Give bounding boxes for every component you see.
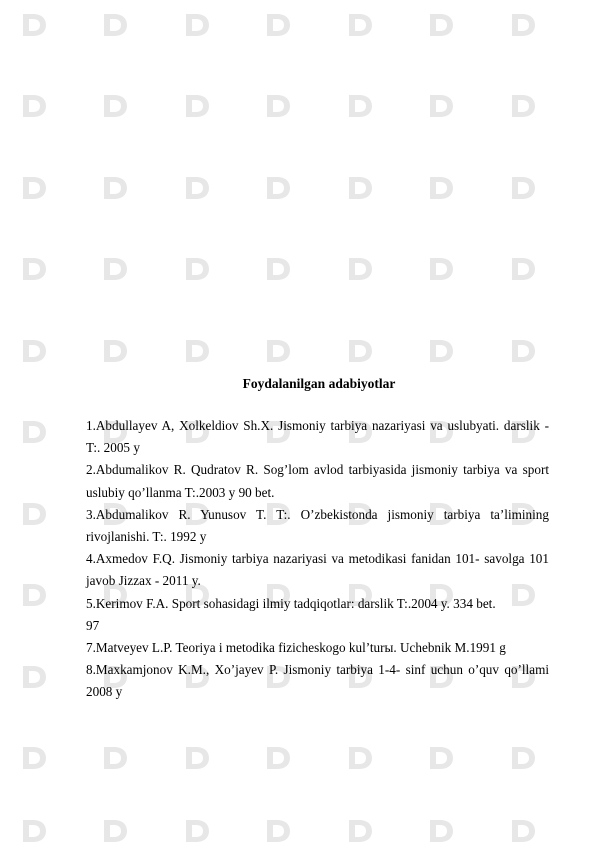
docx-watermark-icon — [509, 338, 537, 364]
docx-watermark-icon — [427, 175, 455, 201]
docx-watermark-icon — [427, 818, 455, 844]
docx-watermark-icon — [20, 12, 48, 38]
docx-watermark-icon — [346, 818, 374, 844]
docx-watermark-icon — [346, 256, 374, 282]
docx-watermark-icon — [509, 256, 537, 282]
docx-watermark-icon — [509, 93, 537, 119]
docx-watermark-icon — [101, 175, 129, 201]
docx-watermark-icon — [101, 12, 129, 38]
docx-watermark-icon — [20, 745, 48, 771]
docx-watermark-icon — [183, 818, 211, 844]
reference-item: 7.Matveyev L.P. Teoriya i metodika fizicheskogo kul’turы. Uchebnik M.1991 g — [86, 640, 506, 656]
docx-watermark-icon — [20, 175, 48, 201]
docx-watermark-icon — [509, 745, 537, 771]
docx-watermark-icon — [20, 93, 48, 119]
reference-item: 5.Kerimov F.A. Sport sohasidagi ilmiy tadqiqotlar: darslik T:.2004 y. 334 bet. — [86, 595, 496, 611]
reference-item: 2.Abdumalikov R. Qudratov R. Sog’lom avlod tarbiyasida jismoniy tarbiya va sport uslubiy qo’llanma T:.2003 y 90 bet. — [86, 462, 549, 500]
docx-watermark-icon — [264, 745, 292, 771]
docx-watermark-icon — [427, 256, 455, 282]
reference-item: 4.Axmedov F.Q. Jismoniy tarbiya nazariyasi va metodikasi fanidan 101- savolga 101 javob Jizzax - 2011 y. — [86, 551, 549, 589]
docx-watermark-icon — [183, 93, 211, 119]
docx-watermark-icon — [264, 818, 292, 844]
docx-watermark-icon — [509, 12, 537, 38]
docx-watermark-icon — [346, 93, 374, 119]
docx-watermark-icon — [101, 745, 129, 771]
docx-watermark-icon — [183, 12, 211, 38]
reference-list — [86, 415, 549, 704]
docx-watermark-icon — [427, 338, 455, 364]
docx-watermark-icon — [20, 256, 48, 282]
reference-item: 3.Abdumalikov R. Yunusov T. T:. O’zbekistonda jismoniy tarbiya ta’limining rivojlanishi. T:. 1992 y — [86, 506, 549, 545]
docx-watermark-icon — [101, 818, 129, 844]
docx-watermark-icon — [346, 175, 374, 201]
docx-watermark-icon — [20, 582, 48, 608]
docx-watermark-icon — [346, 745, 374, 771]
reference-item: 8.Maxkamjonov K.M., Xo’jayev P. Jismoniy tarbiya 1-4- sinf uchun o’quv qo’llami 2008 y — [86, 662, 549, 700]
docx-watermark-icon — [101, 93, 129, 119]
reference-item: 97 — [86, 617, 100, 633]
docx-watermark-icon — [101, 338, 129, 364]
docx-watermark-icon — [20, 818, 48, 844]
docx-watermark-icon — [264, 12, 292, 38]
docx-watermark-icon — [183, 175, 211, 201]
docx-watermark-icon — [20, 501, 48, 527]
docx-watermark-icon — [20, 664, 48, 690]
reference-item: 1.Abdullayev A, Xolkeldiov Sh.X. Jismoniy tarbiya nazariyasi va uslubyati. darslik - T:. 2005 y — [86, 418, 549, 456]
docx-watermark-icon — [427, 12, 455, 38]
docx-watermark-icon — [509, 818, 537, 844]
docx-watermark-icon — [20, 338, 48, 364]
docx-watermark-icon — [101, 256, 129, 282]
docx-watermark-icon — [264, 93, 292, 119]
docx-watermark-icon — [20, 419, 48, 445]
docx-watermark-icon — [264, 338, 292, 364]
docx-watermark-icon — [427, 93, 455, 119]
docx-watermark-icon — [346, 338, 374, 364]
docx-watermark-icon — [509, 175, 537, 201]
docx-watermark-icon — [427, 745, 455, 771]
docx-watermark-icon — [183, 338, 211, 364]
docx-watermark-icon — [183, 256, 211, 282]
page-title: Foydalanilgan adabiyotlar — [242, 376, 396, 391]
docx-watermark-icon — [346, 12, 374, 38]
docx-watermark-icon — [264, 175, 292, 201]
docx-watermark-icon — [183, 745, 211, 771]
docx-watermark-icon — [264, 256, 292, 282]
